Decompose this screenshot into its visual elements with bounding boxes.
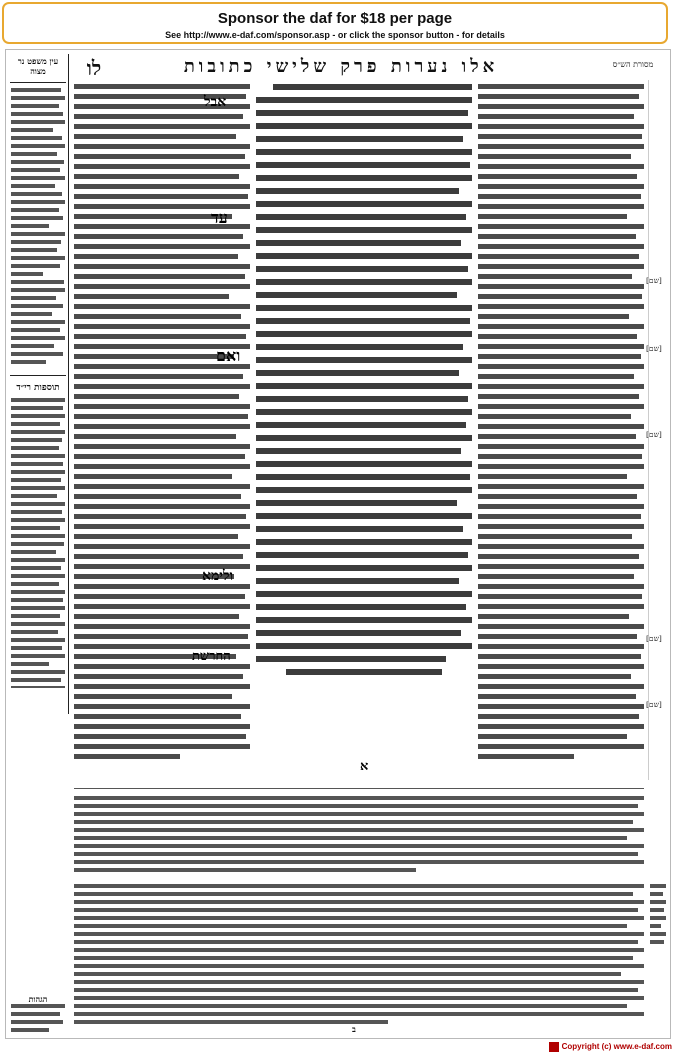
lower-commentary-lower [74,884,644,1030]
lower-commentary-upper [74,796,644,876]
sponsor-title: Sponsor the daf for $18 per page [217,10,453,27]
tosafot-column [74,84,250,786]
sponsor-subtitle: See http://www.e-daf.com/sponsor.asp - or click the sponsor button - for details [165,30,505,40]
copyright-icon [549,1042,559,1052]
tosafot-dh-1: אבל [204,94,227,110]
side-ref-3: [שם] [646,430,662,439]
tosafot-dh-2: עד [211,208,228,227]
left-section-rule [10,375,66,376]
hagahot-header: הגהות [28,994,48,1004]
left-header-rule [10,82,66,83]
sponsor-banner[interactable] [2,2,668,44]
hagahot-text [11,1004,65,1036]
tosafot-rid-header: תוספות רי״ד [16,383,60,393]
side-ref-4: [שם] [646,634,662,643]
lower-section-rule [74,788,644,789]
mesoret-hashas-header: מסורת הש״ס [612,60,654,69]
copyright-text: Copyright (c) www.e-daf.com [561,1042,672,1052]
left-margin-rule [68,54,69,714]
tosafot-dh-4: ולימא [202,568,234,584]
tosafot-dh-5: החרשת [192,649,231,664]
tosafot-dh-3: ואם [216,346,241,365]
gemara-text [256,84,472,780]
lower-right-notes [650,884,666,1024]
folio-number: לו [86,56,102,80]
page-marker: ב [352,1024,356,1034]
side-ref-5: [שם] [646,700,662,709]
side-ref-2: [שם] [646,344,662,353]
ein-mishpat-header: עין משפט נר מצוה [17,56,59,76]
ein-mishpat-text [11,88,65,368]
tosafot-rid-text [11,398,65,688]
copyright-link[interactable] [549,1042,672,1052]
gemara-end-marker: א [360,759,369,774]
rashi-column [478,84,644,786]
side-ref-1: [שם] [646,276,662,285]
talmud-page [5,49,671,1039]
page-header: אלו נערות פרק שלישי כתובות [183,56,499,77]
